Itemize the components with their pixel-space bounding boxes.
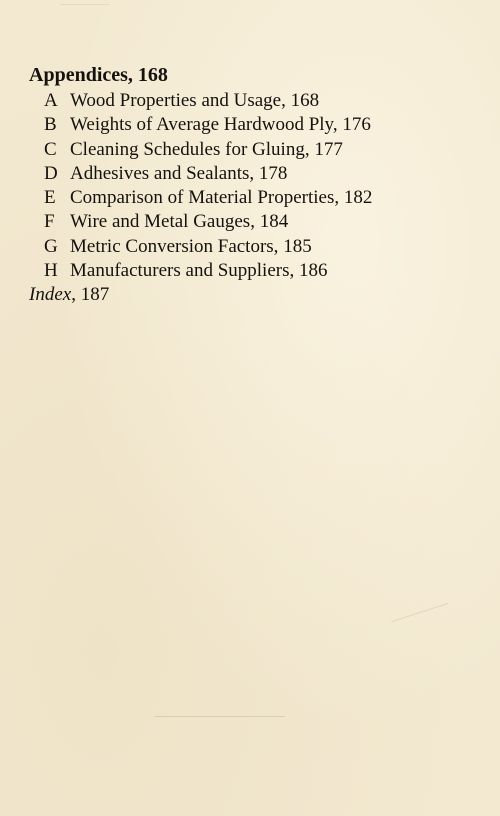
appendix-letter: F bbox=[44, 211, 55, 233]
appendix-page: 182 bbox=[343, 187, 373, 209]
appendix-entry bbox=[29, 138, 489, 162]
appendix-page: 184 bbox=[259, 211, 289, 233]
appendix-entry bbox=[29, 113, 489, 137]
appendix-title: Cleaning Schedules for Gluing, bbox=[70, 138, 310, 160]
appendix-title: Manufacturers and Suppliers, bbox=[70, 260, 295, 282]
appendix-page: 185 bbox=[283, 235, 312, 257]
table-of-contents bbox=[29, 62, 489, 307]
bleed-through-mark bbox=[60, 4, 110, 5]
appendix-letter: B bbox=[44, 114, 57, 136]
appendix-title: Adhesives and Sealants, bbox=[70, 162, 255, 184]
appendix-entry bbox=[29, 235, 489, 259]
appendix-title: Wood Properties and Usage, bbox=[70, 90, 286, 111]
appendix-title: Weights of Average Hardwood Ply, bbox=[70, 114, 338, 136]
appendix-page: 186 bbox=[299, 260, 328, 282]
bleed-through-mark bbox=[391, 603, 448, 622]
appendices-heading: Appendices, 168 bbox=[29, 64, 168, 86]
index-page: 187 bbox=[80, 284, 110, 306]
appendix-page: 176 bbox=[342, 114, 371, 136]
appendix-title: Metric Conversion Factors, bbox=[70, 235, 279, 257]
appendix-entry bbox=[29, 162, 489, 186]
index-entry: Index, 187 bbox=[29, 284, 110, 306]
appendix-letter: A bbox=[44, 90, 58, 111]
appendix-letter: D bbox=[44, 162, 58, 184]
appendix-letter: C bbox=[44, 138, 57, 160]
appendix-letter: H bbox=[44, 260, 58, 282]
index-label: Index bbox=[29, 284, 72, 306]
appendix-list bbox=[29, 89, 489, 283]
appendix-page: 177 bbox=[314, 138, 343, 160]
appendix-entry bbox=[29, 259, 489, 283]
appendix-title: Comparison of Material Properties, bbox=[70, 187, 340, 209]
appendix-letter: G bbox=[44, 235, 58, 257]
appendix-entry bbox=[29, 89, 489, 113]
bleed-through-mark bbox=[155, 716, 285, 717]
appendix-title: Wire and Metal Gauges, bbox=[70, 211, 255, 233]
appendix-page: 178 bbox=[258, 162, 288, 184]
appendix-page: 168 bbox=[290, 90, 320, 111]
appendix-letter: E bbox=[44, 187, 56, 209]
appendix-entry bbox=[29, 210, 489, 234]
appendix-entry bbox=[29, 186, 489, 210]
